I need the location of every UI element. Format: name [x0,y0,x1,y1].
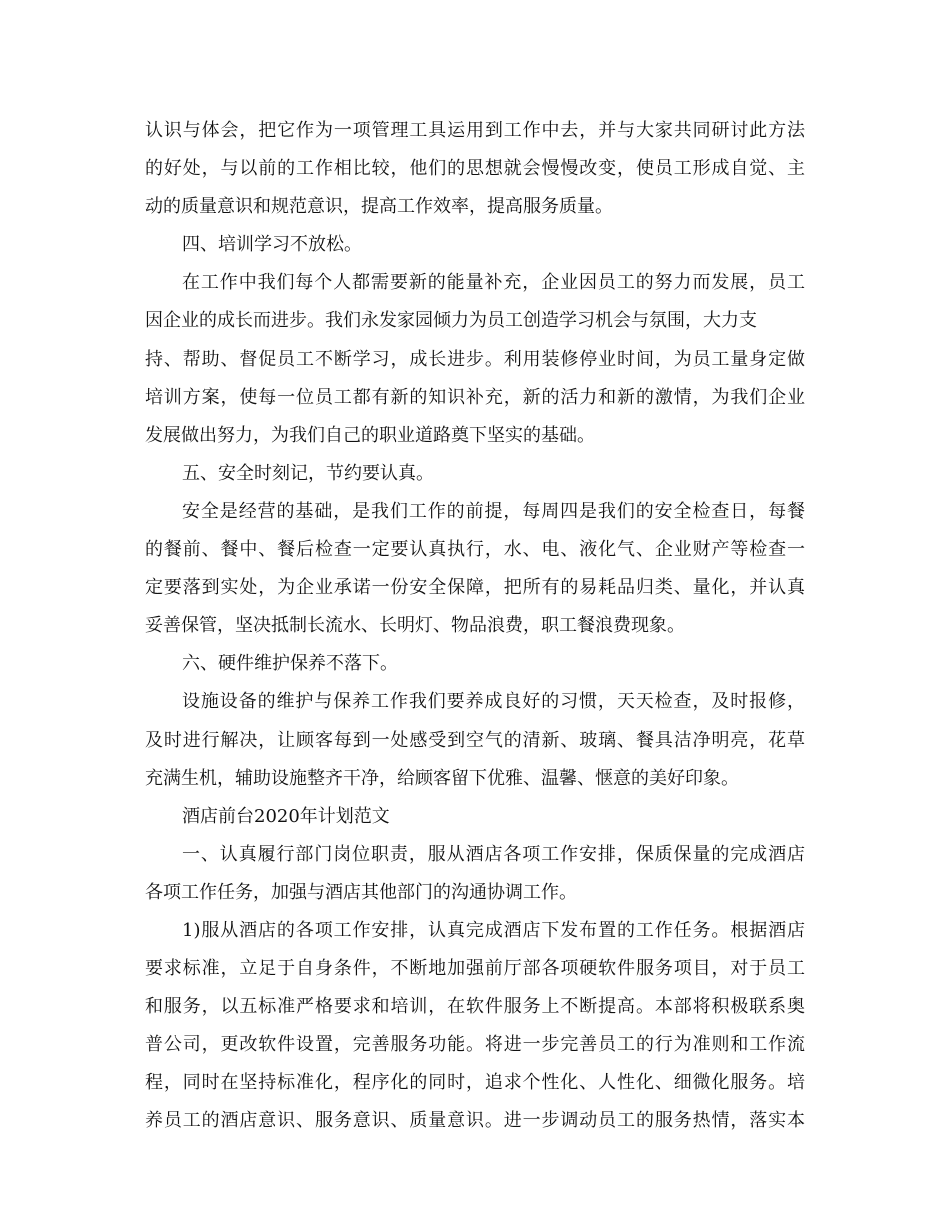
text-line: 认识与体会，把它作为一项管理工具运用到工作中去，并与大家共同研讨此方法 [145,120,805,141]
text-line: 设施设备的维护与保养工作我们要养成良好的习惯，天天检查，及时报修， [182,691,805,713]
text-line: 六、硬件维护保养不落下。 [182,653,398,675]
text-line: 和服务，以五标准严格要求和培训，在软件服务上不断提高。本部将积极联系奥 [145,996,805,1018]
text-line: 养员工的酒店意识、服务意识、质量意识。进一步调动员工的服务热情，落实本 [145,1110,805,1132]
text-line: 1)服从酒店的各项工作安排，认真完成酒店下发布置的工作任务。根据酒店 [182,919,805,941]
text-line: 充满生机，辅助设施整齐干净，给顾客留下优雅、温馨、惬意的美好印象。 [145,767,739,789]
text-line: 酒店前台2020年计划范文 [182,805,390,827]
text-line: 程，同时在坚持标准化，程序化的同时，追求个性化、人性化、细微化服务。培 [145,1072,805,1094]
text-line: 妥善保管，坚决抵制长流水、长明灯、物品浪费，职工餐浪费现象。 [145,615,685,637]
text-line: 发展做出努力，为我们自己的职业道路奠下坚实的基础。 [145,424,595,446]
text-line: 因企业的成长而进步。我们永发家园倾力为员工创造学习机会与氛围，大力支 [145,310,757,332]
text-line: 动的质量意识和规范意识，提高工作效率，提高服务质量。 [145,196,613,218]
text-line: 培训方案，使每一位员工都有新的知识补充，新的活力和新的激情，为我们企业 [145,386,805,408]
text-line: 安全是经营的基础，是我们工作的前提，每周四是我们的安全检查日，每餐 [182,500,805,522]
text-line: 一、认真履行部门岗位职责，服从酒店各项工作安排，保质保量的完成酒店 [182,843,805,865]
text-line: 普公司，更改软件设置，完善服务功能。将进一步完善员工的行为准则和工作流 [145,1034,805,1056]
document-page [145,112,805,1141]
text-line: 及时进行解决，让顾客每到一处感受到空气的清新、玻璃、餐具洁净明亮，花草 [145,729,805,751]
text-line: 在工作中我们每个人都需要新的能量补充，企业因员工的努力而发展，员工 [182,272,805,294]
text-line: 四、培训学习不放松。 [182,234,362,256]
text-line: 五、安全时刻记，节约要认真。 [182,462,434,484]
text-line: 各项工作任务，加强与酒店其他部门的沟通协调工作。 [145,881,577,903]
text-line: 要求标准，立足于自身条件，不断地加强前厅部各项硬软件服务项目，对于员工 [145,958,805,980]
text-line: 持、帮助、督促员工不断学习，成长进步。利用装修停业时间，为员工量身定做 [145,348,805,370]
text-line: 定要落到实处，为企业承诺一份安全保障，把所有的易耗品归类、量化，并认真 [145,577,805,599]
text-line: 的餐前、餐中、餐后检查一定要认真执行，水、电、液化气、企业财产等检查一 [145,539,805,561]
text-line: 的好处，与以前的工作相比较，他们的思想就会慢慢改变，使员工形成自觉、主 [145,158,805,180]
